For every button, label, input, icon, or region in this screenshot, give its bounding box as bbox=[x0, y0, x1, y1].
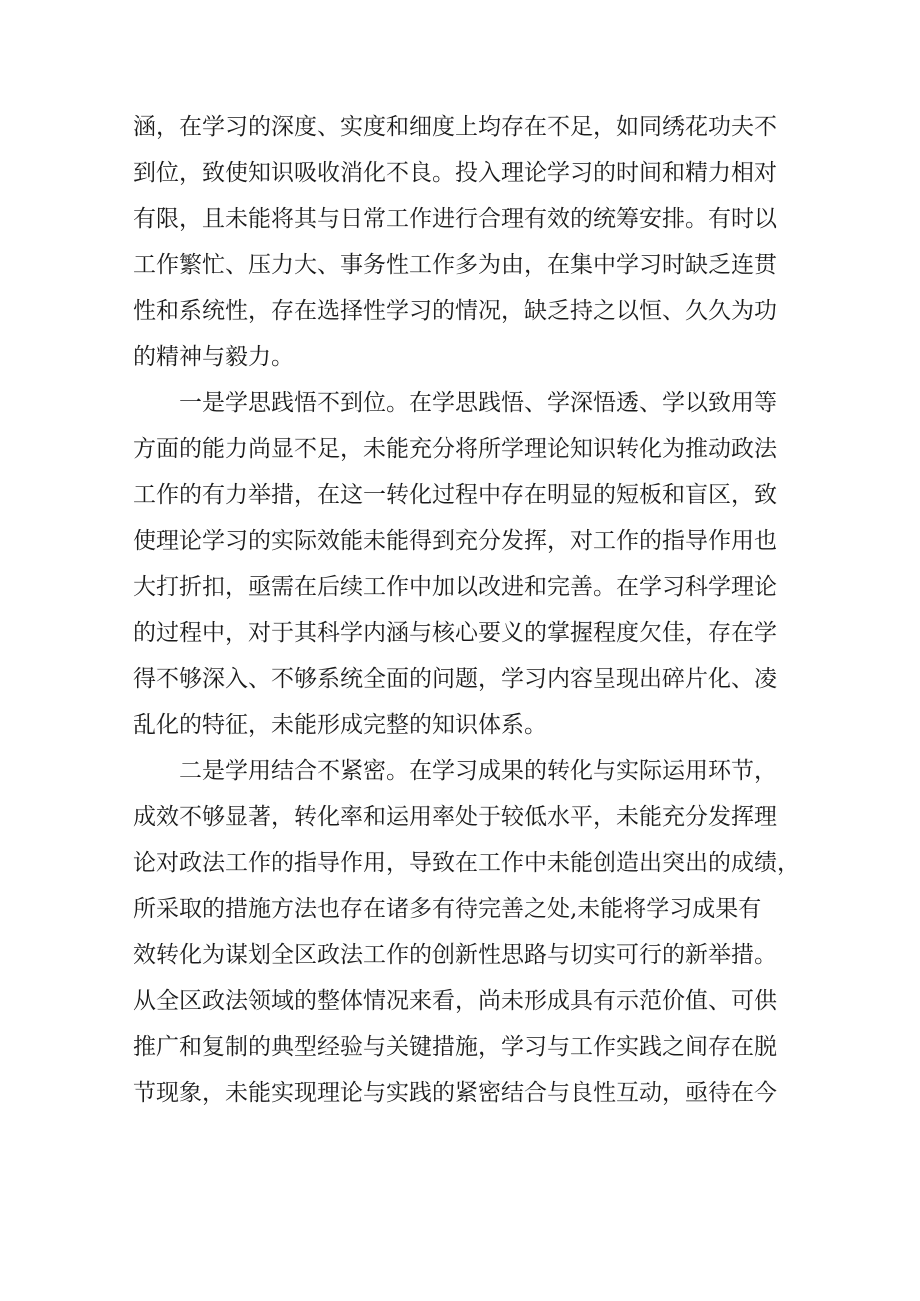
text-line: 乱化的特征，未能形成完整的知识体系。 bbox=[133, 712, 547, 738]
text-line: 大打折扣，亟需在后续工作中加以改进和完善。在学习科学理论 bbox=[133, 574, 777, 600]
text-line: 所采取的措施方法也存在诸多有待完善之处,未能将学习成果有 bbox=[133, 896, 762, 922]
text-line: 论对政法工作的指导作用，导致在工作中未能创造出突出的成绩， bbox=[133, 850, 800, 876]
text-line: 方面的能力尚显不足，未能充分将所学理论知识转化为推动政法 bbox=[133, 436, 777, 462]
text-line-first: 二是学用结合不紧密。在学习成果的转化与实际运用环节， bbox=[179, 758, 777, 784]
text-line: 工作繁忙、压力大、事务性工作多为由，在集中学习时缺乏连贯 bbox=[133, 252, 777, 278]
text-line: 成效不够显著，转化率和运用率处于较低水平，未能充分发挥理 bbox=[133, 804, 777, 830]
text-line: 从全区政法领域的整体情况来看，尚未形成具有示范价值、可供 bbox=[133, 988, 777, 1014]
document-body bbox=[133, 104, 803, 1116]
paragraph-point-one bbox=[133, 380, 803, 748]
text-line: 工作的有力举措，在这一转化过程中存在明显的短板和盲区，致 bbox=[133, 482, 777, 508]
text-line: 有限，且未能将其与日常工作进行合理有效的统筹安排。有时以 bbox=[133, 206, 777, 232]
text-line: 效转化为谋划全区政法工作的创新性思路与切实可行的新举措。 bbox=[133, 942, 777, 968]
text-line: 得不够深入、不够系统全面的问题，学习内容呈现出碎片化、凌 bbox=[133, 666, 777, 692]
text-line-first: 一是学思践悟不到位。在学思践悟、学深悟透、学以致用等 bbox=[179, 390, 777, 416]
text-line: 的过程中，对于其科学内涵与核心要义的掌握程度欠佳，存在学 bbox=[133, 620, 777, 646]
text-line: 使理论学习的实际效能未能得到充分发挥，对工作的指导作用也 bbox=[133, 528, 777, 554]
text-line: 的精神与毅力。 bbox=[133, 344, 294, 370]
paragraph-study-depth bbox=[133, 104, 803, 380]
text-line: 涵，在学习的深度、实度和细度上均存在不足，如同绣花功夫不 bbox=[133, 114, 777, 140]
text-line: 节现象，未能实现理论与实践的紧密结合与良性互动，亟待在今 bbox=[133, 1080, 777, 1106]
paragraph-point-two bbox=[133, 748, 803, 1116]
text-line: 性和系统性，存在选择性学习的情况，缺乏持之以恒、久久为功 bbox=[133, 298, 777, 324]
text-line: 到位，致使知识吸收消化不良。投入理论学习的时间和精力相对 bbox=[133, 160, 777, 186]
text-line: 推广和复制的典型经验与关键措施，学习与工作实践之间存在脱 bbox=[133, 1034, 777, 1060]
